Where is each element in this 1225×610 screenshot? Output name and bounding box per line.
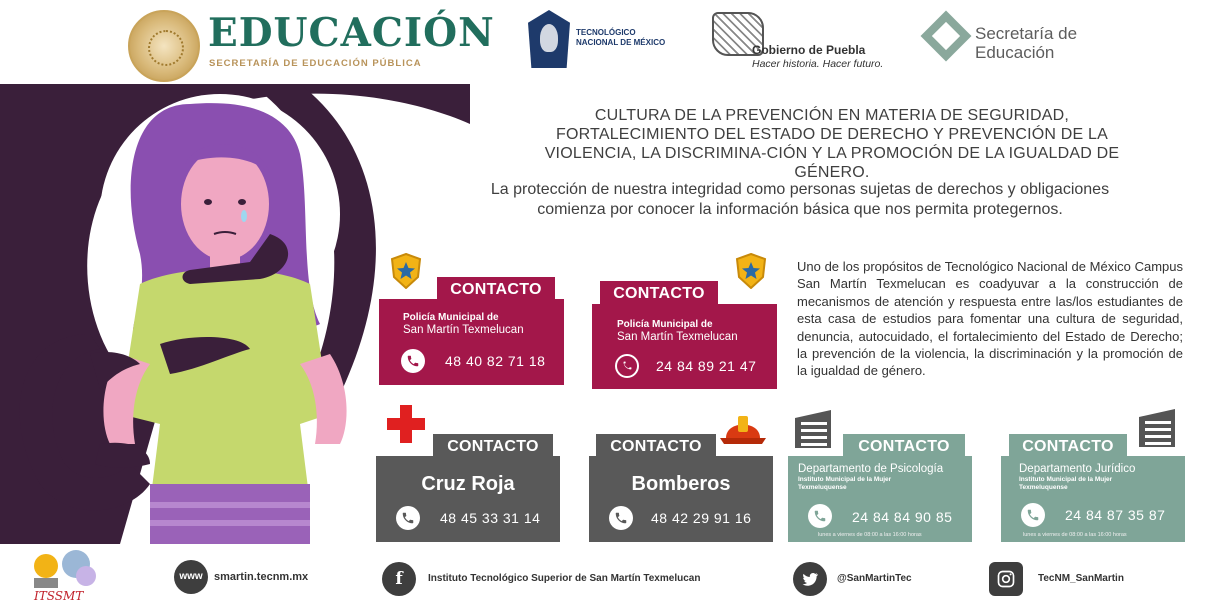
card-hours: lunes a viernes de 08:00 a las 16:00 horas xyxy=(1023,532,1127,538)
purpose-paragraph: Uno de los propósitos de Tecnológico Nacional de México Campus San Martín Texmelucan es coadyuvar a la construcción de mecanismos de atención y respuesta entre las/los estudiantes de esta casa de estudios para fomentar una cultura de seguridad, denuncia, autocuidado, el fortalecimiento del Estado de Derecho; la prevención de la violencia, la discriminación y la promoción de la igualdad de género. xyxy=(797,259,1183,379)
police-badge-icon xyxy=(734,253,768,289)
twitter-icon[interactable] xyxy=(793,562,827,596)
twitter-handle[interactable]: @SanMartinTec xyxy=(837,573,912,584)
itssmt-logo-icon xyxy=(28,548,102,602)
tecnm-logo-icon xyxy=(528,10,570,68)
card-inst: Instituto Municipal de la Mujer Texmeluquense xyxy=(1019,476,1113,491)
firefighter-helmet-icon xyxy=(720,410,766,446)
secretaria-logo-icon xyxy=(921,11,972,62)
footer xyxy=(0,548,1225,610)
whatsapp-icon xyxy=(615,354,639,378)
card-header: CONTACTO xyxy=(596,434,716,460)
police-badge-icon xyxy=(389,253,423,289)
web-link[interactable]: smartin.tecnm.mx xyxy=(214,571,309,583)
card-title-bold: Policía Municipal de xyxy=(403,312,499,323)
building-icon xyxy=(1137,407,1177,447)
card-name: Bomberos xyxy=(631,473,731,495)
phone-icon xyxy=(401,349,425,373)
card-body xyxy=(589,456,773,542)
card-title xyxy=(1019,463,1183,492)
phone-icon xyxy=(808,504,832,528)
phone-number[interactable]: 48 42 29 91 16 xyxy=(651,510,752,526)
puebla-title: Gobierno de Puebla xyxy=(752,43,866,57)
card-body xyxy=(592,304,777,389)
card-title-bold: Policía Municipal de xyxy=(617,319,713,330)
instagram-icon[interactable] xyxy=(989,562,1023,596)
phone-number[interactable]: 24 84 89 21 47 xyxy=(656,358,757,374)
card-dept: Departamento Jurídico xyxy=(1019,463,1136,475)
itssmt-logo-text: ITSSMT xyxy=(34,589,84,602)
header xyxy=(0,0,1225,82)
phone-icon xyxy=(396,506,420,530)
card-title-rest: San Martín Texmelucan xyxy=(617,331,738,343)
facebook-icon[interactable]: f xyxy=(382,562,416,596)
card-title xyxy=(798,463,970,492)
mexico-seal-icon xyxy=(128,10,200,82)
intro-text: La protección de nuestra integridad como personas sujetas de derechos y obligaciones comienza por conocer la información básica que nos permita protegernos. xyxy=(490,181,1110,218)
card-header: CONTACTO xyxy=(600,281,718,307)
card-header: CONTACTO xyxy=(843,434,965,460)
card-body xyxy=(376,456,560,542)
card-header: CONTACTO xyxy=(1009,434,1127,460)
card-body xyxy=(1001,456,1185,542)
card-title-rest: San Martín Texmelucan xyxy=(403,324,524,336)
phone-number[interactable]: 24 84 84 90 85 xyxy=(852,509,953,525)
card-dept: Departamento de Psicología xyxy=(798,463,944,475)
secretaria-label: Secretaría de Educación xyxy=(975,24,1078,62)
card-body xyxy=(379,299,564,385)
card-body xyxy=(788,456,972,542)
edu-subtitle: SECRETARÍA DE EDUCACIÓN PÚBLICA xyxy=(209,58,422,69)
facebook-link[interactable]: Instituto Tecnológico Superior de San Martín Texmelucan xyxy=(428,573,701,584)
building-icon xyxy=(793,408,833,448)
card-inst: Instituto Municipal de la Mujer Texmeluquense xyxy=(798,476,892,491)
instagram-handle[interactable]: TecNM_SanMartin xyxy=(1038,573,1124,584)
tecnm-name: TECNOLÓGICO NACIONAL DE MÉXICO xyxy=(576,28,666,47)
phone-icon xyxy=(1021,503,1045,527)
puebla-slogan: Hacer historia. Hacer futuro. xyxy=(752,58,884,70)
phone-number[interactable]: 24 84 87 35 87 xyxy=(1065,507,1166,523)
campaign-title: CULTURA DE LA PREVENCIÓN EN MATERIA DE SEGURIDAD, FORTALECIMIENTO DEL ESTADO DE DERECHO Y PREVENCIÓN DE LA VIOLENCIA, LA DISCRIMINA-CIÓN Y LA PROMOCIÓN DE LA IGUALDAD DE GÉNERO. xyxy=(544,107,1120,181)
phone-icon xyxy=(609,506,633,530)
www-icon[interactable]: www xyxy=(174,560,208,594)
card-hours: lunes a viernes de 08:00 a las 16:00 horas xyxy=(818,532,922,538)
card-header: CONTACTO xyxy=(433,434,553,460)
phone-number[interactable]: 48 40 82 71 18 xyxy=(445,353,546,369)
card-name: Cruz Roja xyxy=(421,473,515,495)
card-title xyxy=(403,311,524,337)
red-cross-icon xyxy=(387,405,425,443)
card-header: CONTACTO xyxy=(437,277,555,303)
phone-number[interactable]: 48 45 33 31 14 xyxy=(440,510,541,526)
edu-title: EDUCACIÓN xyxy=(208,10,495,56)
card-title xyxy=(617,318,738,344)
